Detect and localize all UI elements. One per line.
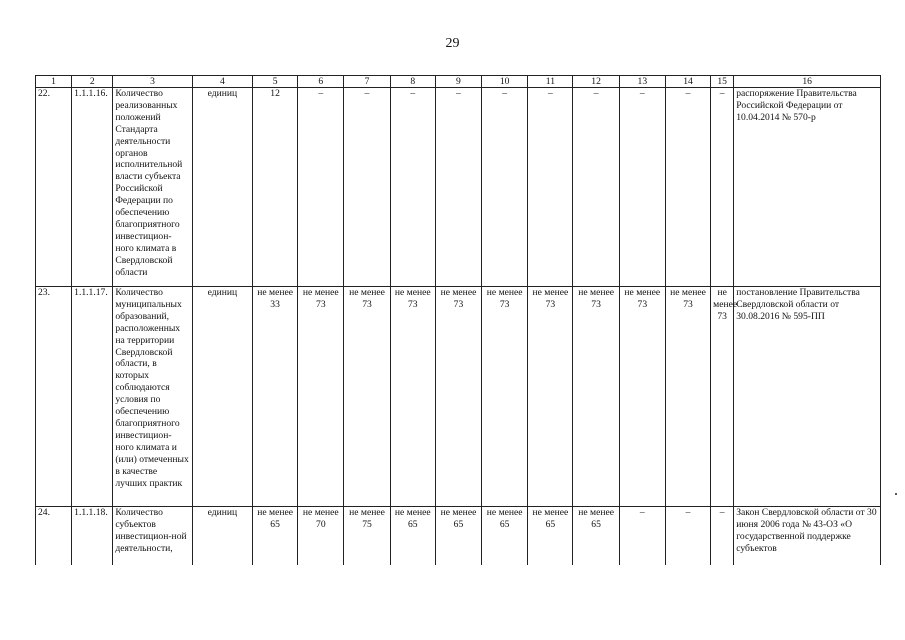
- page-number: 29: [445, 36, 460, 51]
- value-cell: не менее 73: [482, 287, 528, 507]
- header-cell: 6: [298, 76, 344, 88]
- value-cell: не менее 70: [298, 507, 344, 566]
- indicator-name: Количество субъектов инвестицион-ной деятельности,: [113, 507, 192, 566]
- value-cell: не менее 65: [573, 507, 619, 566]
- table-row: [36, 88, 881, 287]
- unit-cell: единиц: [192, 88, 252, 287]
- value-cell: не менее 65: [253, 507, 298, 566]
- row-number: 22.: [36, 88, 72, 287]
- value-cell: –: [711, 507, 734, 566]
- header-cell: 10: [482, 76, 528, 88]
- table-row: [36, 507, 881, 566]
- value-cell: не менее 65: [482, 507, 528, 566]
- value-cell: не менее 73: [573, 287, 619, 507]
- value-cell: не менее 73: [528, 287, 573, 507]
- value-cell: не менее 73: [619, 287, 665, 507]
- header-cell: 9: [435, 76, 481, 88]
- header-cell: 2: [72, 76, 113, 88]
- value-cell: не менее 65: [528, 507, 573, 566]
- value-cell: 12: [253, 88, 298, 287]
- header-cell: 3: [113, 76, 192, 88]
- header-cell: 13: [619, 76, 665, 88]
- indicator-code: 1.1.1.17.: [72, 287, 113, 507]
- header-cell: 7: [344, 76, 390, 88]
- header-cell: 8: [390, 76, 435, 88]
- value-cell: –: [344, 88, 390, 287]
- value-cell: –: [619, 507, 665, 566]
- header-cell: 16: [734, 76, 881, 88]
- value-cell: не менее 73: [298, 287, 344, 507]
- source-document: постановление Правительства Свердловской области от 30.08.2016 № 595-ПП: [734, 287, 881, 507]
- value-cell: –: [665, 507, 710, 566]
- indicators-table: [35, 75, 881, 565]
- stray-dot: [895, 493, 897, 495]
- table-header-row: [36, 76, 881, 88]
- indicator-name: Количество реализованных положений Стандарта деятельности органов исполнительной власти субъекта Российской Федерации по обеспечению благоприятного инвестицион-ного климата в Свердловской области: [113, 88, 192, 287]
- indicator-code: 1.1.1.18.: [72, 507, 113, 566]
- header-cell: 14: [665, 76, 710, 88]
- value-cell: не менее 73: [435, 287, 481, 507]
- value-cell: –: [435, 88, 481, 287]
- value-cell: не менее 65: [435, 507, 481, 566]
- value-cell: не менее 75: [344, 507, 390, 566]
- indicator-code: 1.1.1.16.: [72, 88, 113, 287]
- value-cell: не менее 73: [711, 287, 734, 507]
- header-cell: 12: [573, 76, 619, 88]
- table-row: [36, 287, 881, 507]
- row-number: 23.: [36, 287, 72, 507]
- source-document: распоряжение Правительства Российской Федерации от 10.04.2014 № 570-р: [734, 88, 881, 287]
- value-cell: –: [298, 88, 344, 287]
- header-cell: 1: [36, 76, 72, 88]
- value-cell: не менее 73: [665, 287, 710, 507]
- value-cell: –: [619, 88, 665, 287]
- header-cell: 11: [528, 76, 573, 88]
- value-cell: не менее 73: [344, 287, 390, 507]
- source-document: Закон Свердловской области от 30 июня 2006 года № 43-ОЗ «О государственной поддержке субъектов: [734, 507, 881, 566]
- value-cell: –: [482, 88, 528, 287]
- header-cell: 4: [192, 76, 252, 88]
- header-cell: 15: [711, 76, 734, 88]
- value-cell: не менее 33: [253, 287, 298, 507]
- value-cell: –: [528, 88, 573, 287]
- row-number: 24.: [36, 507, 72, 566]
- unit-cell: единиц: [192, 507, 252, 566]
- value-cell: –: [573, 88, 619, 287]
- header-cell: 5: [253, 76, 298, 88]
- value-cell: –: [711, 88, 734, 287]
- unit-cell: единиц: [192, 287, 252, 507]
- value-cell: не менее 73: [390, 287, 435, 507]
- value-cell: –: [665, 88, 710, 287]
- value-cell: –: [390, 88, 435, 287]
- indicator-name: Количество муниципальных образований, расположенных на территории Свердловской области, в которых соблюдаются условия по обеспечению благоприятного инвестицион-ного климата и (или) отмеченных в качестве лучших практик: [113, 287, 192, 507]
- value-cell: не менее 65: [390, 507, 435, 566]
